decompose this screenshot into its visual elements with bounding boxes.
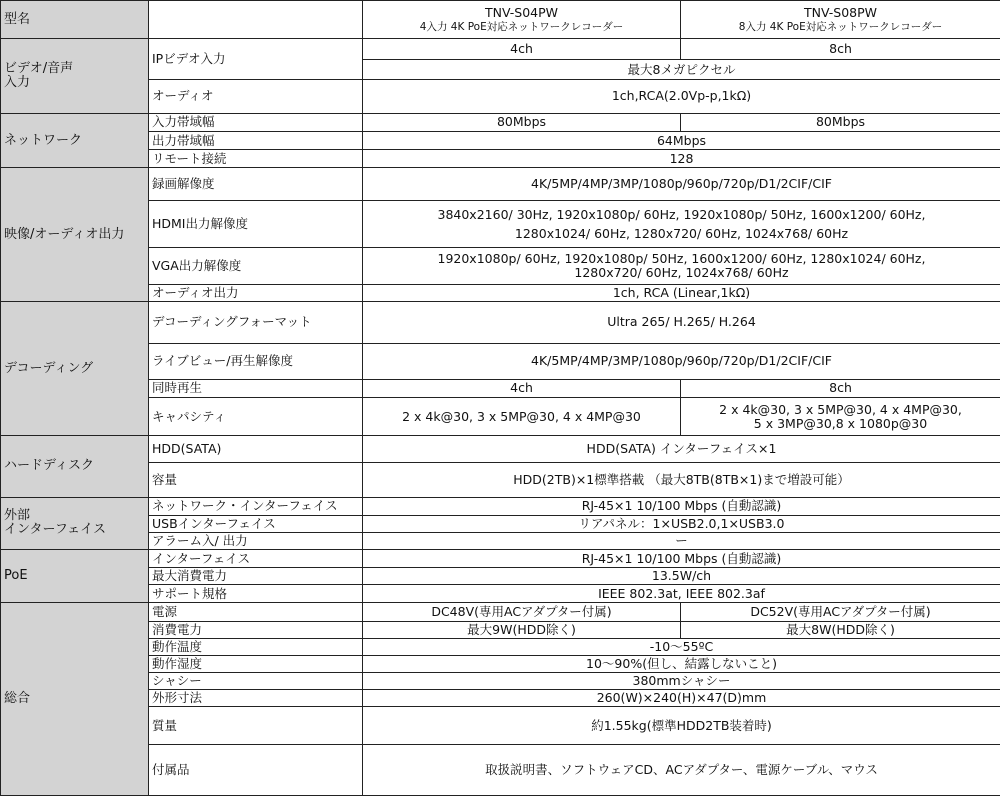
row-audio-out [1, 285, 1000, 302]
item-capacity: キャパシティ [149, 397, 363, 435]
item-humidity: 動作湿度 [149, 655, 363, 672]
value-poe-standard: IEEE 802.3at, IEEE 802.3af [363, 585, 1000, 603]
value-line: 1280x720/ 60Hz, 1024x768/ 60Hz [574, 264, 789, 280]
value-rec-res: 4K/5MP/4MP/3MP/1080p/960p/720p/D1/2CIF/CIF [363, 168, 1000, 201]
item-output-bandwidth: 出力帯域幅 [149, 131, 363, 149]
header-blank [149, 1, 363, 39]
row-hdmi [1, 201, 1000, 247]
item-hdd-sata: HDD(SATA) [149, 436, 363, 463]
model-desc: 8入力 4K PoE対応ネットワークレコーダー [738, 21, 943, 34]
value-ip-video-08: 8ch [681, 39, 1000, 60]
row-hdd-capacity [1, 463, 1000, 497]
item-poe-if: インターフェイス [149, 550, 363, 568]
row-vga [1, 247, 1000, 284]
category-hdd: ハードディスク [1, 436, 149, 497]
model-label: 型名 [1, 1, 149, 39]
row-power [1, 603, 1000, 621]
row-audio-in [1, 79, 1000, 113]
item-power: 電源 [149, 603, 363, 621]
row-poe-if [1, 550, 1000, 568]
row-dimensions [1, 690, 1000, 707]
value-line: 1920x1080p/ 60Hz, 1920x1080p/ 50Hz, 1600x1200/ 60Hz, 1280x1024/ 60Hz, [437, 250, 926, 266]
row-consumption [1, 621, 1000, 638]
item-input-bandwidth: 入力帯域幅 [149, 113, 363, 131]
value-capacity-08 [681, 397, 1000, 435]
item-remote: リモート接続 [149, 150, 363, 168]
value-consumption-04: 最大9W(HDD除く) [363, 621, 681, 638]
value-power-08: DC52V(専用ACアダプター付属) [681, 603, 1000, 621]
value-hdd-sata: HDD(SATA) インターフェイス×1 [363, 436, 1000, 463]
value-hdmi [363, 201, 1000, 247]
item-net-if: ネットワーク・インターフェイス [149, 497, 363, 515]
row-usb [1, 515, 1000, 532]
row-net-if [1, 497, 1000, 515]
item-hdmi: HDMI出力解像度 [149, 201, 363, 247]
value-capacity-04: 2 x 4k@30, 3 x 5MP@30, 4 x 4MP@30 [363, 397, 681, 435]
value-poe-if: RJ-45×1 10/100 Mbps (自動認識) [363, 550, 1000, 568]
category-network: ネットワーク [1, 113, 149, 167]
item-rec-res: 録画解像度 [149, 168, 363, 201]
value-chassis: 380mmシャシー [363, 672, 1000, 689]
value-line: 3840x2160/ 30Hz, 1920x1080p/ 60Hz, 1920x1080p/ 50Hz, 1600x1200/ 60Hz, [437, 207, 926, 223]
value-sync-play-04: 4ch [363, 379, 681, 397]
item-decode-format: デコーディングフォーマット [149, 302, 363, 343]
category-line: インターフェイス [4, 522, 107, 538]
value-line: 1280x1024/ 60Hz, 1280x720/ 60Hz, 1024x768/ 60Hz [514, 226, 849, 242]
model-tnv-s04pw [363, 1, 681, 39]
value-line: 2 x 4k@30, 3 x 5MP@30, 4 x 4MP@30, [719, 401, 962, 417]
value-live-view: 4K/5MP/4MP/3MP/1080p/960p/720p/D1/2CIF/CIF [363, 343, 1000, 379]
value-audio-out: 1ch, RCA (Linear,1kΩ) [363, 285, 1000, 302]
category-line: 入力 [4, 75, 31, 91]
model-desc: 4入力 4K PoE対応ネットワークレコーダー [419, 21, 624, 34]
row-hdd-sata [1, 436, 1000, 463]
model-tnv-s08pw [681, 1, 1000, 39]
value-output-bandwidth: 64Mbps [363, 131, 1000, 149]
value-dimensions: 260(W)×240(H)×47(D)mm [363, 690, 1000, 707]
item-temp: 動作温度 [149, 638, 363, 655]
item-sync-play: 同時再生 [149, 379, 363, 397]
row-ip-video [1, 39, 1000, 60]
category-line: ビデオ/音声 [4, 61, 74, 77]
item-dimensions: 外形寸法 [149, 690, 363, 707]
item-accessories: 付属品 [149, 745, 363, 796]
row-sync-play [1, 379, 1000, 397]
row-remote [1, 150, 1000, 168]
value-remote: 128 [363, 150, 1000, 168]
value-hdd-capacity: HDD(2TB)×1標準搭載 （最大8TB(8TB×1)まで増設可能） [363, 463, 1000, 497]
row-poe-standard [1, 585, 1000, 603]
model-name: TNV-S08PW [803, 5, 878, 21]
value-vga [363, 247, 1000, 284]
value-max-pixels: 最大8メガピクセル [363, 60, 1000, 79]
value-weight: 約1.55kg(標準HDD2TB装着時) [363, 707, 1000, 745]
row-alarm [1, 532, 1000, 549]
item-audio-out: オーディオ出力 [149, 285, 363, 302]
value-net-if: RJ-45×1 10/100 Mbps (自動認識) [363, 497, 1000, 515]
item-poe-standard: サポート規格 [149, 585, 363, 603]
row-decode-format [1, 302, 1000, 343]
value-poe-max-power: 13.5W/ch [363, 568, 1000, 585]
category-decoding: デコーディング [1, 302, 149, 436]
category-video-audio-input [1, 39, 149, 114]
value-ip-video-04: 4ch [363, 39, 681, 60]
category-line: 外部 [4, 508, 31, 524]
row-input-bandwidth [1, 113, 1000, 131]
row-weight [1, 707, 1000, 745]
value-audio-in: 1ch,RCA(2.0Vp-p,1kΩ) [363, 79, 1000, 113]
header-row [1, 1, 1000, 39]
value-temp: -10～55ºC [363, 638, 1000, 655]
item-poe-max-power: 最大消費電力 [149, 568, 363, 585]
value-alarm: ー [363, 532, 1000, 549]
value-power-04: DC48V(専用ACアダプター付属) [363, 603, 681, 621]
value-usb: リアパネル：1×USB2.0,1×USB3.0 [363, 515, 1000, 532]
item-usb: USBインターフェイス [149, 515, 363, 532]
value-input-bandwidth-04: 80Mbps [363, 113, 681, 131]
row-accessories [1, 745, 1000, 796]
item-hdd-capacity: 容量 [149, 463, 363, 497]
category-poe: PoE [1, 550, 149, 603]
row-temp [1, 638, 1000, 655]
row-rec-res [1, 168, 1000, 201]
row-humidity [1, 655, 1000, 672]
row-output-bandwidth [1, 131, 1000, 149]
value-humidity: 10～90%(但し、結露しないこと) [363, 655, 1000, 672]
category-external-interface [1, 497, 149, 549]
category-video-audio-output: 映像/オーディオ出力 [1, 168, 149, 302]
value-line: 5 x 3MP@30,8 x 1080p@30 [753, 415, 928, 431]
value-decode-format: Ultra 265/ H.265/ H.264 [363, 302, 1000, 343]
item-vga: VGA出力解像度 [149, 247, 363, 284]
model-name: TNV-S04PW [484, 5, 559, 21]
value-accessories: 取扱説明書、ソフトウェアCD、ACアダプター、電源ケーブル、マウス [363, 745, 1000, 796]
item-live-view: ライブビュー/再生解像度 [149, 343, 363, 379]
value-consumption-08: 最大8W(HDD除く) [681, 621, 1000, 638]
item-chassis: シャシー [149, 672, 363, 689]
value-sync-play-08: 8ch [681, 379, 1000, 397]
item-alarm: アラーム入/ 出力 [149, 532, 363, 549]
item-consumption: 消費電力 [149, 621, 363, 638]
row-chassis [1, 672, 1000, 689]
item-ip-video: IPビデオ入力 [149, 39, 363, 79]
row-poe-max-power [1, 568, 1000, 585]
item-weight: 質量 [149, 707, 363, 745]
value-input-bandwidth-08: 80Mbps [681, 113, 1000, 131]
category-general: 総合 [1, 603, 149, 796]
item-audio-in: オーディオ [149, 79, 363, 113]
row-live-view [1, 343, 1000, 379]
row-capacity [1, 397, 1000, 435]
